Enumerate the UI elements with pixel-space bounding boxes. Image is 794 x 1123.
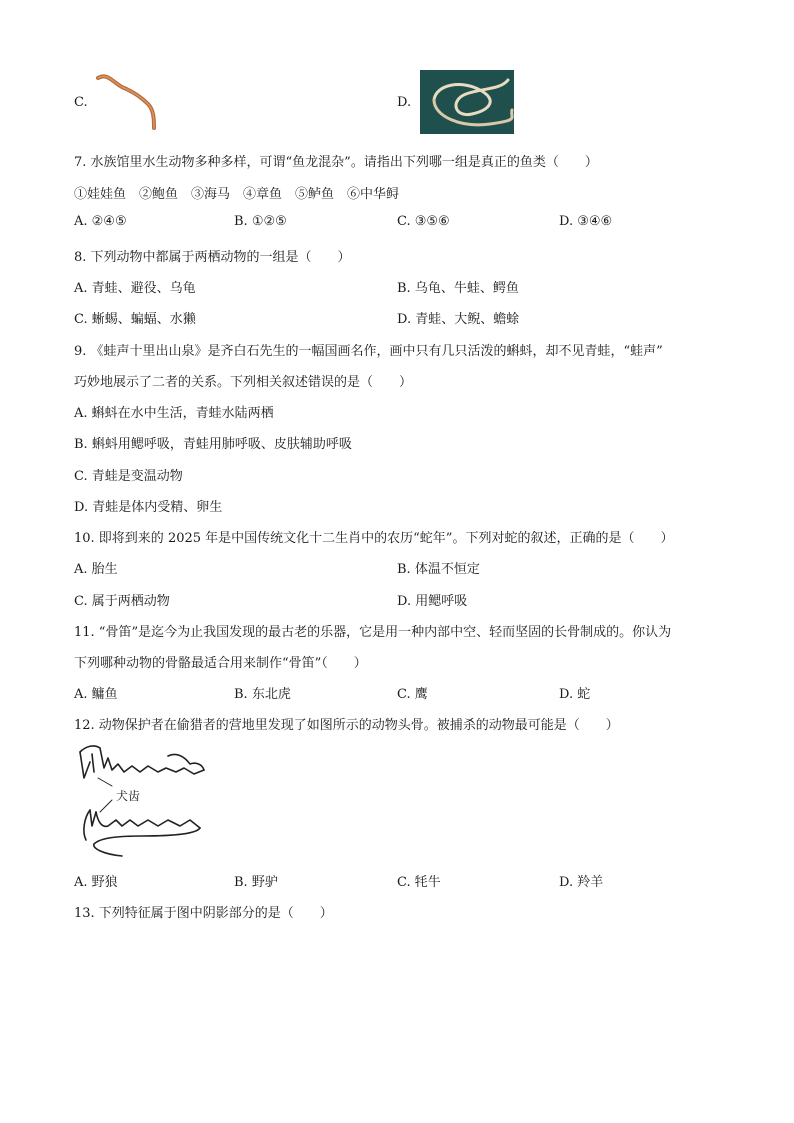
q11-option-d: D. 蛇	[559, 687, 591, 702]
q7-option-c: C. ③⑤⑥	[397, 214, 450, 229]
q11-option-c: C. 鹰	[397, 687, 428, 702]
q13-stem: 13. 下列特征属于图中阴影部分的是（ ）	[74, 906, 333, 921]
q9-option-c: C. 青蛙是变温动物	[74, 469, 183, 484]
q8-option-c: C. 蜥蜴、蝙蝠、水獭	[74, 312, 196, 327]
q8-option-b: B. 乌龟、牛蛙、鳄鱼	[397, 281, 519, 296]
q8-stem: 8. 下列动物中都属于两栖动物的一组是（ ）	[74, 250, 351, 265]
q12-option-a: A. 野狼	[74, 875, 118, 890]
q10-option-a: A. 胎生	[74, 562, 118, 577]
q10-option-b: B. 体温不恒定	[397, 562, 480, 577]
q12-option-c: C. 牦牛	[397, 875, 441, 890]
q7-option-a: A. ②④⑤	[74, 214, 127, 229]
q12-option-b: B. 野驴	[234, 875, 278, 890]
q7-option-b: B. ①②⑤	[234, 214, 287, 229]
q7-stem: 7. 水族馆里水生动物多种多样，可谓“鱼龙混杂”。请指出下列哪一组是真正的鱼类（ ）	[74, 155, 598, 170]
q7-items: ①娃娃鱼 ②鲍鱼 ③海马 ④章鱼 ⑤鲈鱼 ⑥中华鲟	[74, 187, 400, 202]
q9-stem-line1: 9. 《蛙声十里出山泉》是齐白石先生的一幅国画名作，画中只有几只活泼的蝌蚪，却不见青蛙，“蛙声”	[74, 344, 663, 359]
q6-option-c-label: C.	[74, 95, 88, 110]
q11-option-b: B. 东北虎	[234, 687, 291, 702]
q9-option-b: B. 蝌蚪用鳃呼吸，青蛙用肺呼吸、皮肤辅助呼吸	[74, 437, 352, 452]
q8-option-a: A. 青蛙、避役、乌龟	[74, 281, 196, 296]
q9-option-d: D. 青蛙是体内受精、卵生	[74, 500, 223, 515]
q10-option-c: C. 属于两栖动物	[74, 594, 170, 609]
q12-stem: 12. 动物保护者在偷猎者的营地里发现了如图所示的动物头骨。被捕杀的动物最可能是（ ）	[74, 718, 619, 733]
q9-option-a: A. 蝌蚪在水中生活，青蛙水陆两栖	[74, 406, 274, 421]
q11-stem-line1: 11. “骨笛”是迄今为止我国发现的最古老的乐器，它是用一种内部中空、轻而坚固的长骨制成的。你认为	[74, 625, 672, 640]
q6-option-d-image	[420, 70, 514, 134]
q11-option-a: A. 鳙鱼	[74, 687, 118, 702]
q12-option-d: D. 羚羊	[559, 875, 604, 890]
q9-stem-line2: 巧妙地展示了二者的关系。下列相关叙述错误的是（ ）	[74, 375, 413, 390]
q6-option-c-image	[88, 70, 168, 132]
q6-option-d-label: D.	[397, 95, 412, 110]
q10-option-d: D. 用鳃呼吸	[397, 594, 468, 609]
q11-stem-line2: 下列哪种动物的骨骼最适合用来制作“骨笛”（ ）	[74, 656, 367, 671]
q7-option-d: D. ③④⑥	[559, 214, 613, 229]
q10-stem: 10. 即将到来的 2025 年是中国传统文化十二生肖中的农历“蛇年”。下列对蛇的叙述，正确的是（ ）	[74, 531, 674, 546]
q12-figure-label-canine: 犬齿	[116, 789, 141, 803]
q8-option-d: D. 青蛙、大鲵、蟾蜍	[397, 312, 520, 327]
